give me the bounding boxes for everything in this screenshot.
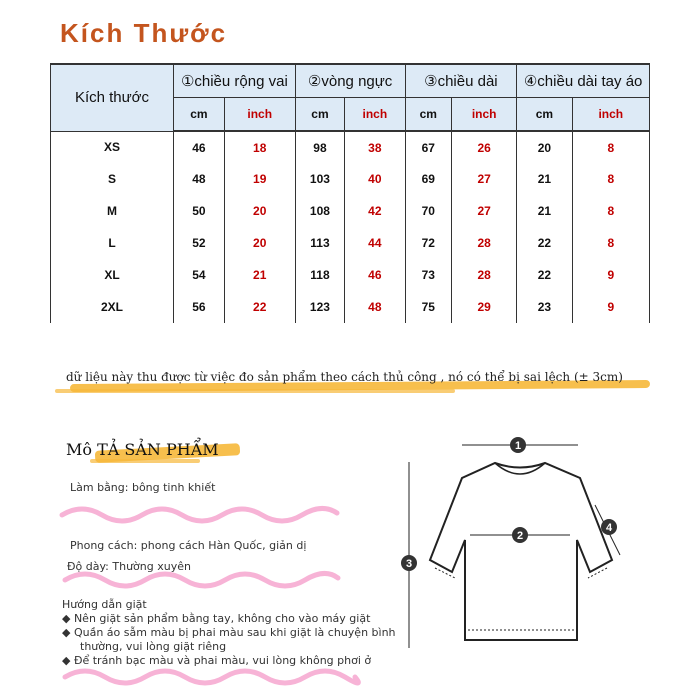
- value-cell: 26: [452, 131, 517, 163]
- value-cell: 29: [452, 291, 517, 323]
- diagram-label: 3: [405, 558, 413, 570]
- size-cell: L: [51, 227, 174, 259]
- unit-cm: cm: [405, 97, 452, 131]
- size-cell: M: [51, 195, 174, 227]
- value-cell: 40: [345, 163, 405, 195]
- wave-divider: [65, 573, 338, 586]
- value-cell: 113: [295, 227, 344, 259]
- value-cell: 21: [224, 259, 295, 291]
- description-heading: Mô TẢ SẢN PHẨM: [66, 440, 219, 459]
- value-cell: 20: [224, 195, 295, 227]
- group-header: ①chiều rộng vai: [174, 64, 296, 97]
- size-cell: XS: [51, 131, 174, 163]
- value-cell: 52: [174, 227, 225, 259]
- unit-cm: cm: [174, 97, 225, 131]
- value-cell: 18: [224, 131, 295, 163]
- wash-item: thường, vui lòng giặt riêng: [80, 640, 227, 653]
- value-cell: 54: [174, 259, 225, 291]
- value-cell: 46: [345, 259, 405, 291]
- value-cell: 27: [452, 163, 517, 195]
- value-cell: 75: [405, 291, 452, 323]
- value-cell: 8: [572, 163, 649, 195]
- wave-divider: [65, 671, 358, 683]
- value-cell: 38: [345, 131, 405, 163]
- value-cell: 118: [295, 259, 344, 291]
- value-cell: 103: [295, 163, 344, 195]
- value-cell: 22: [224, 291, 295, 323]
- value-cell: 28: [452, 227, 517, 259]
- size-cell: XL: [51, 259, 174, 291]
- value-cell: 98: [295, 131, 344, 163]
- diagram-label: 2: [516, 530, 524, 542]
- size-header: Kích thước: [51, 64, 174, 131]
- value-cell: 123: [295, 291, 344, 323]
- tshirt-diagram: [409, 445, 620, 648]
- value-cell: 21: [517, 163, 572, 195]
- value-cell: 72: [405, 227, 452, 259]
- value-cell: 28: [452, 259, 517, 291]
- value-cell: 69: [405, 163, 452, 195]
- value-cell: 48: [345, 291, 405, 323]
- value-cell: 56: [174, 291, 225, 323]
- value-cell: 23: [517, 291, 572, 323]
- diagram-label: 1: [514, 440, 522, 452]
- group-header: ③chiều dài: [405, 64, 517, 97]
- material-text: Làm bằng: bông tinh khiết: [70, 481, 216, 494]
- value-cell: 20: [517, 131, 572, 163]
- unit-cm: cm: [295, 97, 344, 131]
- value-cell: 108: [295, 195, 344, 227]
- value-cell: 70: [405, 195, 452, 227]
- value-cell: 42: [345, 195, 405, 227]
- unit-inch: inch: [572, 97, 649, 131]
- value-cell: 73: [405, 259, 452, 291]
- style-text: Phong cách: phong cách Hàn Quốc, giản dị: [70, 539, 307, 552]
- group-header: ②vòng ngực: [295, 64, 405, 97]
- value-cell: 67: [405, 131, 452, 163]
- group-header: ④chiều dài tay áo: [517, 64, 650, 97]
- value-cell: 20: [224, 227, 295, 259]
- value-cell: 19: [224, 163, 295, 195]
- wash-title: Hướng dẫn giặt: [62, 598, 147, 611]
- wash-item: ◆ Nên giặt sản phẩm bằng tay, không cho vào máy giặt: [62, 612, 371, 625]
- value-cell: 8: [572, 131, 649, 163]
- diagram-label: 4: [605, 522, 613, 534]
- unit-cm: cm: [517, 97, 572, 131]
- unit-inch: inch: [452, 97, 517, 131]
- measurement-note: dữ liệu này thu được từ việc đo sản phẩm theo cách thủ công , nó có thể bị sai lệch (± 3cm): [66, 370, 623, 384]
- unit-inch: inch: [224, 97, 295, 131]
- wash-item: ◆ Để tránh bạc màu và phai màu, vui lòng không phơi ở: [62, 654, 372, 667]
- size-cell: S: [51, 163, 174, 195]
- value-cell: 8: [572, 195, 649, 227]
- wave-divider: [62, 508, 337, 521]
- value-cell: 48: [174, 163, 225, 195]
- value-cell: 46: [174, 131, 225, 163]
- value-cell: 44: [345, 227, 405, 259]
- value-cell: 22: [517, 259, 572, 291]
- size-cell: 2XL: [51, 291, 174, 323]
- value-cell: 9: [572, 259, 649, 291]
- value-cell: 8: [572, 227, 649, 259]
- page-title: Kích Thước: [60, 18, 228, 48]
- value-cell: 50: [174, 195, 225, 227]
- unit-inch: inch: [345, 97, 405, 131]
- wash-item: ◆ Quần áo sẫm màu bị phai màu sau khi giặt là chuyện bình: [62, 626, 396, 639]
- value-cell: 22: [517, 227, 572, 259]
- value-cell: 21: [517, 195, 572, 227]
- value-cell: 27: [452, 195, 517, 227]
- thickness-text: Độ dày: Thường xuyên: [67, 560, 191, 573]
- value-cell: 9: [572, 291, 649, 323]
